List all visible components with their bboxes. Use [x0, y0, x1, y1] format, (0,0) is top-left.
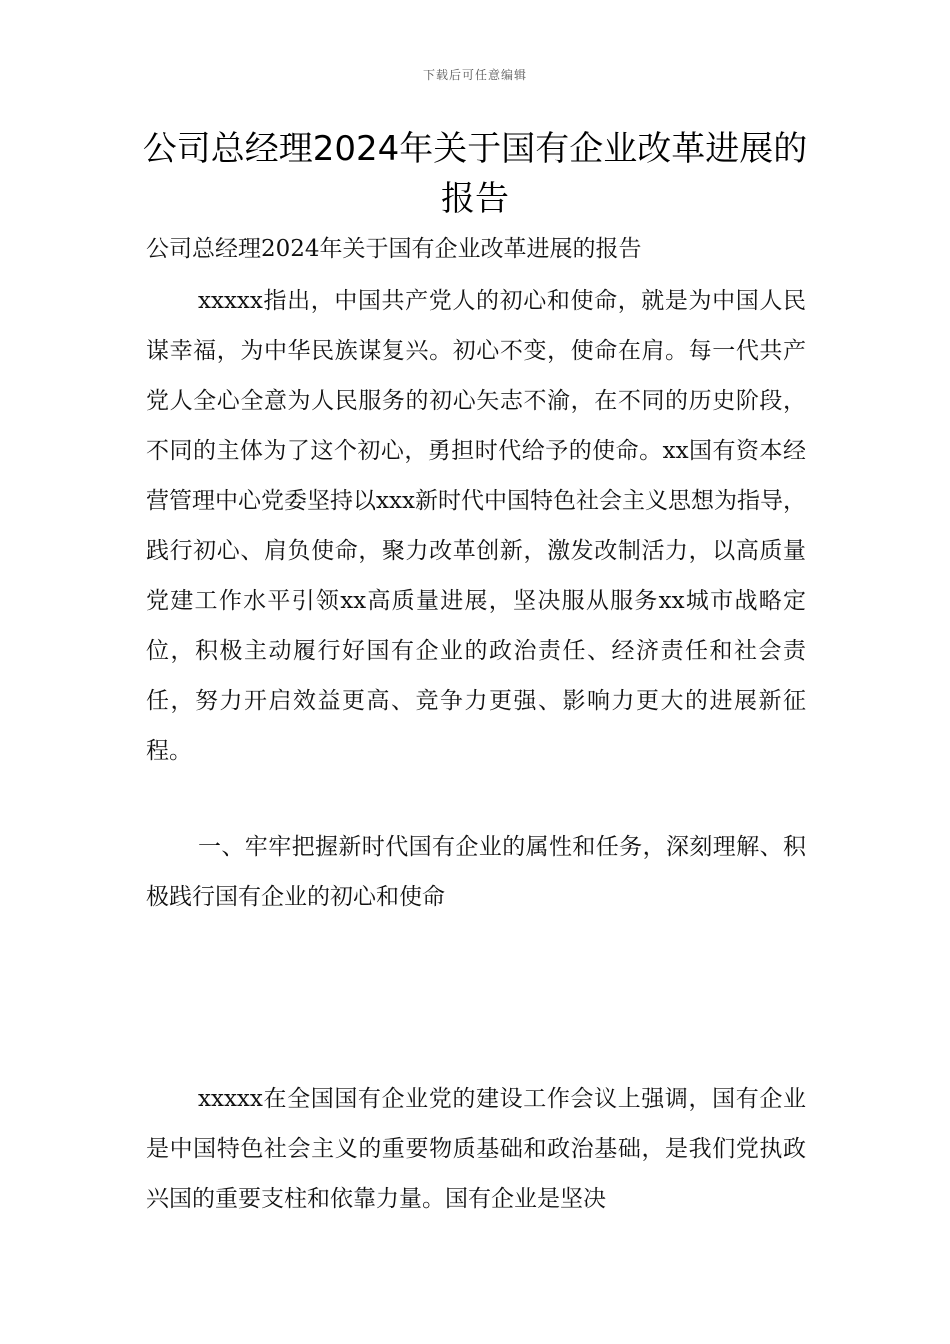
paragraph-2: xxxxx在全国国有企业党的建设工作会议上强调，国有企业是中国特色社会主义的重要物质基础和政治基础，是我们党执政兴国的重要支柱和依靠力量。国有企业是坚决: [146, 1086, 806, 1212]
document-subtitle: 公司总经理2024年关于国有企业改革进展的报告: [146, 236, 642, 262]
header-note: 下载后可任意编辑: [422, 68, 527, 82]
document-title: 公司总经理2024年关于国有企业改革进展的报告: [142, 129, 808, 219]
section-1-heading: 一、牢牢把握新时代国有企业的属性和任务，深刻理解、积极践行国有企业的初心和使命: [146, 834, 806, 910]
paragraph-1: xxxxx指出，中国共产党人的初心和使命，就是为中国人民谋幸福，为中华民族谋复兴。初心不变，使命在肩。每一代共产党人全心全意为人民服务的初心矢志不渝，在不同的历史阶段，不同的主体为了这个初心，勇担时代给予的使命。xx国有资本经营管理中心党委坚持以xxx新时代中国特色社会主义思想为指导，践行初心、肩负使命，聚力改革创新，激发改制活力，以高质量党建工作水平引领xx高质量进展，坚决服从服务xx城市战略定位，积极主动履行好国有企业的政治责任、经济责任和社会责任，努力开启效益更高、竞争力更强、影响力更大的进展新征程。: [146, 288, 806, 764]
